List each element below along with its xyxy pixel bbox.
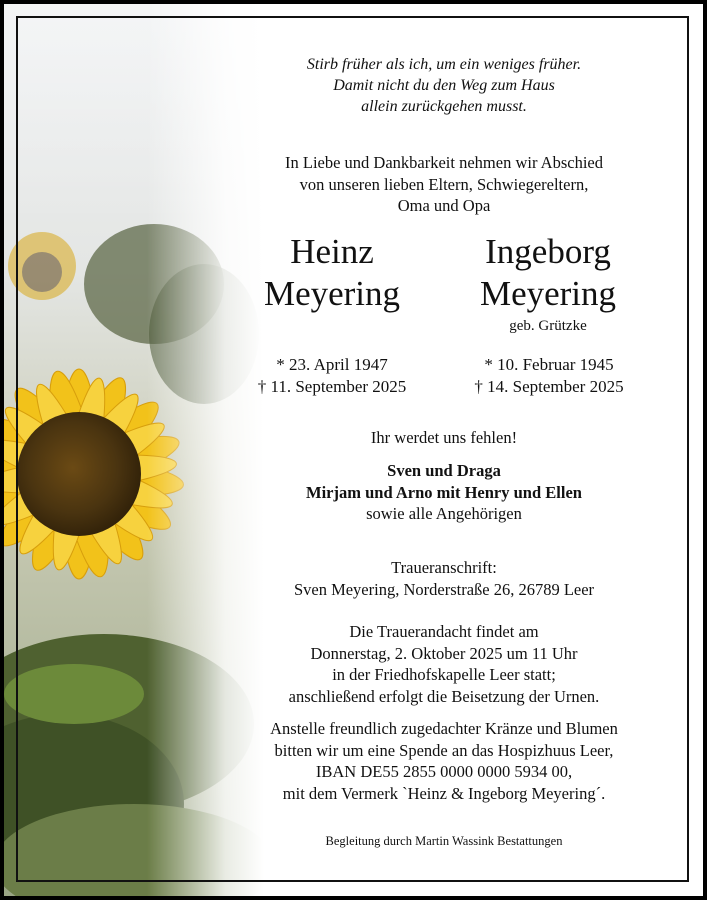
address-label: Traueranschrift:: [391, 558, 497, 577]
maiden-name: geb. Grützke: [509, 318, 587, 334]
undertaker-credit: Begleitung durch Martin Wassink Bestattungen: [325, 834, 563, 848]
intro-line: von unseren lieben Eltern, Schwiegereltern,: [299, 174, 589, 194]
poem-line: Damit nicht du den Weg zum Haus: [333, 77, 555, 94]
mourning-address: [194, 557, 694, 600]
donation-line: mit dem Vermerk `Heinz & Ingeborg Meyering´.: [282, 783, 606, 803]
first-name: Heinz: [290, 232, 374, 271]
miss-you-line: Ihr werdet uns fehlen!: [370, 428, 518, 447]
death-date: † 11. September 2025: [257, 377, 407, 396]
poem-line: Stirb früher als ich, um ein weniges früher.: [306, 56, 582, 73]
name-heinz: [232, 231, 432, 315]
birth-date: * 23. April 1947: [276, 355, 388, 374]
dates-ingeborg: [444, 354, 654, 398]
death-date: † 14. September 2025: [474, 377, 624, 396]
last-name: Meyering: [479, 274, 617, 313]
donation-line: bitten wir um eine Spende an das Hospizhuus Leer,: [274, 740, 614, 760]
notice-text: [4, 4, 703, 896]
birth-date: * 10. Februar 1945: [484, 355, 614, 374]
poem: [194, 54, 694, 117]
intro: [194, 152, 694, 217]
donation-info: [194, 718, 694, 804]
service-info: [194, 621, 694, 707]
last-name: Meyering: [263, 274, 401, 313]
intro-line: In Liebe und Dankbarkeit nehmen wir Abschied: [285, 153, 603, 172]
address-line: Sven Meyering, Norderstraße 26, 26789 Leer: [293, 579, 595, 599]
mourner-line: Mirjam und Arno mit Henry und Ellen: [306, 482, 582, 502]
intro-line: Oma und Opa: [397, 196, 491, 215]
service-line: Die Trauerandacht findet am: [349, 622, 539, 641]
obituary-notice: [4, 4, 703, 896]
poem-line: allein zurückgehen musst.: [361, 98, 527, 115]
service-line: Donnerstag, 2. Oktober 2025 um 11 Uhr: [310, 643, 578, 663]
mourner-line: sowie alle Angehörigen: [366, 504, 522, 523]
mourners: [194, 460, 694, 525]
name-ingeborg: [448, 231, 648, 315]
service-line: in der Friedhofskapelle Leer statt;: [332, 665, 556, 684]
service-line: anschließend erfolgt die Beisetzung der Urnen.: [288, 686, 600, 706]
mourner-line: Sven und Draga: [387, 461, 501, 480]
dates-heinz: [222, 354, 442, 398]
first-name: Ingeborg: [485, 232, 611, 271]
donation-line: IBAN DE55 2855 0000 0000 5934 00,: [315, 762, 573, 781]
donation-line: Anstelle freundlich zugedachter Kränze und Blumen: [270, 719, 618, 738]
